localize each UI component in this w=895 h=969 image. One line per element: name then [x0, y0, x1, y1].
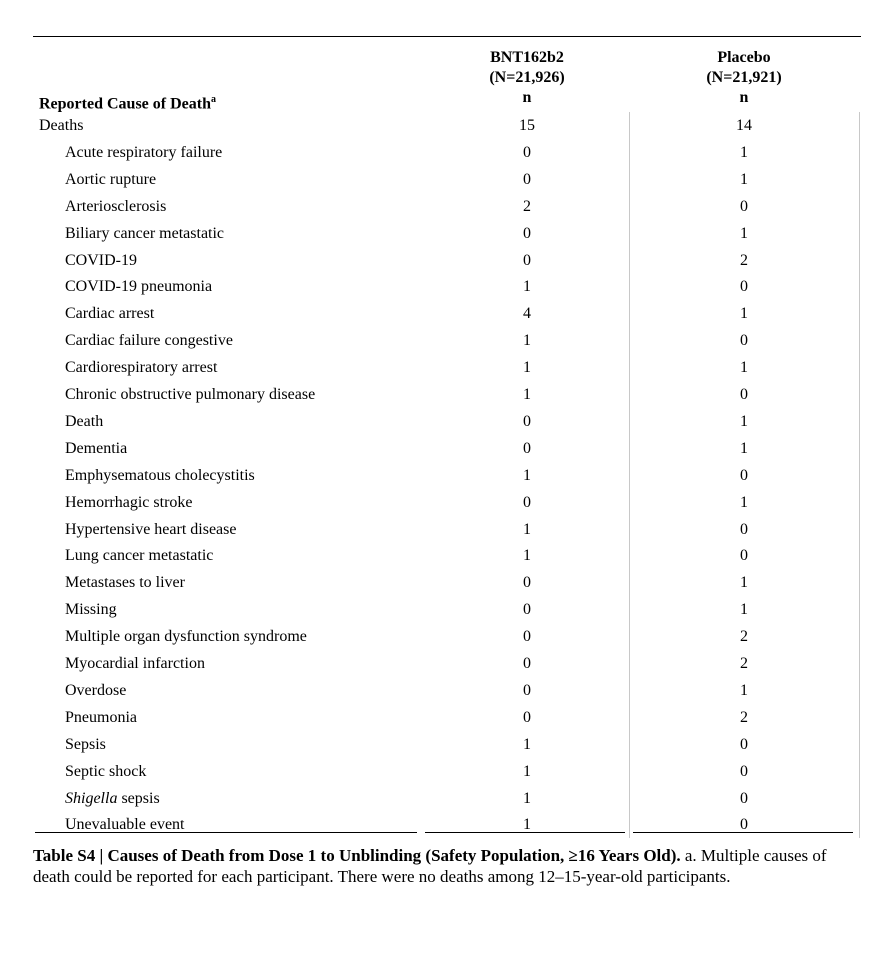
bnt162b2-count: 0 [523, 412, 531, 430]
placebo-count: 2 [740, 251, 748, 269]
column-divider [859, 381, 860, 408]
table-caption [33, 845, 861, 887]
placebo-count: 0 [740, 520, 748, 538]
table-row [33, 300, 861, 327]
placebo-count: 0 [740, 332, 748, 350]
bnt162b2-count: 1 [523, 735, 531, 753]
table-row [33, 704, 861, 731]
cause-label: Deaths [39, 117, 84, 134]
cause-label: Emphysematous cholecystitis [65, 466, 255, 484]
placebo-count: 1 [740, 681, 748, 699]
cause-label: Cardiorespiratory arrest [65, 359, 218, 377]
bnt162b2-count: 2 [523, 197, 531, 215]
table-header [33, 40, 861, 112]
table-bottom-rules [33, 832, 861, 834]
placebo-count: 1 [740, 574, 748, 592]
column-divider [859, 220, 860, 247]
cause-label: COVID-19 pneumonia [65, 278, 213, 296]
table-row [33, 273, 861, 300]
placebo-count: 2 [740, 655, 748, 672]
table-row [33, 677, 861, 704]
column-divider [629, 650, 630, 677]
table-row [33, 112, 861, 139]
column-divider [629, 462, 630, 489]
column-divider [859, 435, 860, 462]
placebo-count: 0 [740, 816, 748, 834]
column-divider [629, 381, 630, 408]
column-divider [859, 516, 860, 543]
column-divider [859, 166, 860, 193]
column-divider [859, 758, 860, 785]
placebo-count: 1 [740, 359, 748, 377]
column-divider [629, 704, 630, 731]
cause-label: Sepsis [65, 735, 106, 753]
column-divider [629, 300, 630, 327]
bottom-rule-placebo [633, 832, 853, 833]
table-row [33, 381, 861, 408]
column-divider [859, 273, 860, 300]
column-divider [859, 489, 860, 516]
table-row [33, 247, 861, 274]
placebo-count: 1 [740, 601, 748, 619]
cause-label: Hypertensive heart disease [65, 520, 237, 538]
placebo-count: 1 [740, 170, 748, 188]
bnt162b2-count: 1 [523, 762, 531, 780]
table-row [33, 220, 861, 247]
table-row [33, 462, 861, 489]
column-divider [629, 785, 630, 812]
bnt162b2-count: 1 [523, 359, 531, 377]
header-row-label-footnote: a [210, 94, 216, 105]
table-row [33, 569, 861, 596]
column-divider [859, 785, 860, 812]
cause-label: Unevaluable event [65, 816, 185, 834]
placebo-count: 0 [740, 466, 748, 484]
bnt162b2-count: 4 [523, 305, 531, 323]
header-placebo-sub: n [739, 89, 749, 106]
column-divider [859, 704, 860, 731]
table-row [33, 516, 861, 543]
bnt162b2-count: 0 [523, 251, 531, 269]
cause-label: Multiple organ dysfunction syndrome [65, 628, 307, 646]
cause-label: Dementia [65, 439, 128, 457]
placebo-count: 0 [740, 789, 748, 807]
header-row-label [39, 90, 216, 114]
placebo-count: 2 [740, 628, 748, 646]
cause-label: Cardiac arrest [65, 305, 155, 323]
placebo-count: 1 [740, 305, 748, 323]
header-placebo [631, 48, 857, 108]
table-row [33, 811, 861, 838]
table-row [33, 785, 861, 812]
column-divider [629, 220, 630, 247]
bnt162b2-count: 0 [523, 655, 531, 672]
cause-label-italic: Shigella [65, 789, 118, 807]
column-divider [629, 354, 630, 381]
column-divider [629, 193, 630, 220]
table-row [33, 435, 861, 462]
placebo-count: 0 [740, 735, 748, 753]
header-bnt162b2-sub: n [522, 89, 532, 106]
column-divider [629, 758, 630, 785]
cause-label: Missing [65, 601, 117, 619]
bnt162b2-count: 0 [523, 224, 531, 242]
table-row [33, 139, 861, 166]
bnt162b2-count: 0 [523, 628, 531, 646]
header-placebo-name: Placebo [717, 49, 771, 66]
placebo-count: 1 [740, 412, 748, 430]
column-divider [859, 623, 860, 650]
cause-label: Death [65, 412, 104, 430]
bnt162b2-count: 0 [523, 493, 531, 511]
placebo-count: 2 [740, 708, 748, 726]
column-divider [859, 650, 860, 677]
bnt162b2-count: 1 [523, 816, 531, 834]
header-placebo-n: (N=21,921) [706, 69, 782, 86]
column-divider [859, 596, 860, 623]
header-bnt162b2 [425, 48, 629, 108]
bnt162b2-count: 0 [523, 170, 531, 188]
column-divider [859, 247, 860, 274]
table-row [33, 327, 861, 354]
column-divider [859, 462, 860, 489]
table-row [33, 408, 861, 435]
table-row [33, 731, 861, 758]
column-divider [859, 139, 860, 166]
column-divider [859, 677, 860, 704]
column-divider [859, 193, 860, 220]
bottom-rule-label [35, 832, 417, 833]
column-divider [629, 811, 630, 838]
bnt162b2-count: 0 [523, 708, 531, 726]
column-divider [629, 542, 630, 569]
bnt162b2-count: 0 [523, 143, 531, 161]
column-divider [859, 811, 860, 838]
column-divider [629, 489, 630, 516]
cause-label: Metastases to liver [65, 574, 185, 592]
table-row [33, 354, 861, 381]
placebo-count: 0 [740, 547, 748, 565]
column-divider [629, 139, 630, 166]
column-divider [629, 516, 630, 543]
bnt162b2-count: 1 [523, 547, 531, 565]
cause-label: Overdose [65, 681, 127, 699]
table-row [33, 650, 861, 677]
column-divider [629, 731, 630, 758]
column-divider [859, 408, 860, 435]
cause-label: Aortic rupture [65, 170, 157, 188]
table-top-rule [33, 36, 861, 37]
cause-label: Hemorrhagic stroke [65, 493, 193, 511]
caption-footnote: a. Multiple causes of death could be reported for each participant. There were no deaths among 12–15-year-old participants. [33, 846, 827, 886]
bnt162b2-count: 0 [523, 439, 531, 457]
table-row [33, 193, 861, 220]
table-row [33, 166, 861, 193]
placebo-count: 1 [740, 493, 748, 511]
table-row [33, 623, 861, 650]
table-row [33, 758, 861, 785]
placebo-count: 0 [740, 278, 748, 296]
table-row [33, 542, 861, 569]
bottom-rule-bnt162b2 [425, 832, 625, 833]
cause-label: Cardiac failure congestive [65, 332, 233, 350]
cause-label: Myocardial infarction [65, 655, 205, 672]
cause-label [65, 785, 160, 812]
cause-label: Arteriosclerosis [65, 197, 167, 215]
column-divider [859, 731, 860, 758]
bnt162b2-count: 1 [523, 789, 531, 807]
placebo-count: 14 [736, 117, 752, 134]
placebo-count: 1 [740, 143, 748, 161]
column-divider [629, 623, 630, 650]
column-divider [629, 677, 630, 704]
placebo-count: 1 [740, 224, 748, 242]
placebo-count: 0 [740, 197, 748, 215]
cause-label: Pneumonia [65, 708, 137, 726]
column-divider [859, 354, 860, 381]
cause-label: Septic shock [65, 762, 147, 780]
header-row-label-text: Reported Cause of Death [39, 95, 211, 113]
bnt162b2-count: 1 [523, 332, 531, 350]
column-divider [629, 596, 630, 623]
bnt162b2-count: 0 [523, 574, 531, 592]
bnt162b2-count: 15 [519, 117, 535, 134]
column-divider [629, 166, 630, 193]
column-divider [629, 569, 630, 596]
bnt162b2-count: 0 [523, 681, 531, 699]
placebo-count: 0 [740, 762, 748, 780]
column-divider [629, 435, 630, 462]
column-divider [629, 247, 630, 274]
placebo-count: 0 [740, 386, 748, 403]
column-divider [629, 273, 630, 300]
cause-label: Chronic obstructive pulmonary disease [65, 386, 316, 403]
caption-title: Table S4 | Causes of Death from Dose 1 to Unblinding (Safety Population, ≥16 Years Old). [33, 846, 681, 865]
cause-label: Biliary cancer metastatic [65, 224, 225, 242]
table-row [33, 596, 861, 623]
cause-label: Lung cancer metastatic [65, 547, 214, 565]
cause-label-rest: sepsis [117, 789, 160, 807]
bnt162b2-count: 1 [523, 386, 531, 403]
bnt162b2-count: 1 [523, 466, 531, 484]
placebo-count: 1 [740, 439, 748, 457]
column-divider [859, 569, 860, 596]
column-divider [859, 542, 860, 569]
column-divider [629, 112, 630, 139]
column-divider [859, 300, 860, 327]
bnt162b2-count: 0 [523, 601, 531, 619]
bnt162b2-count: 1 [523, 520, 531, 538]
header-bnt162b2-n: (N=21,926) [489, 69, 565, 86]
table-row [33, 489, 861, 516]
column-divider [859, 112, 860, 139]
column-divider [629, 408, 630, 435]
bnt162b2-count: 1 [523, 278, 531, 296]
header-bnt162b2-name: BNT162b2 [490, 49, 564, 66]
column-divider [629, 327, 630, 354]
column-divider [859, 327, 860, 354]
cause-label: COVID-19 [65, 251, 137, 269]
cause-label: Acute respiratory failure [65, 143, 223, 161]
